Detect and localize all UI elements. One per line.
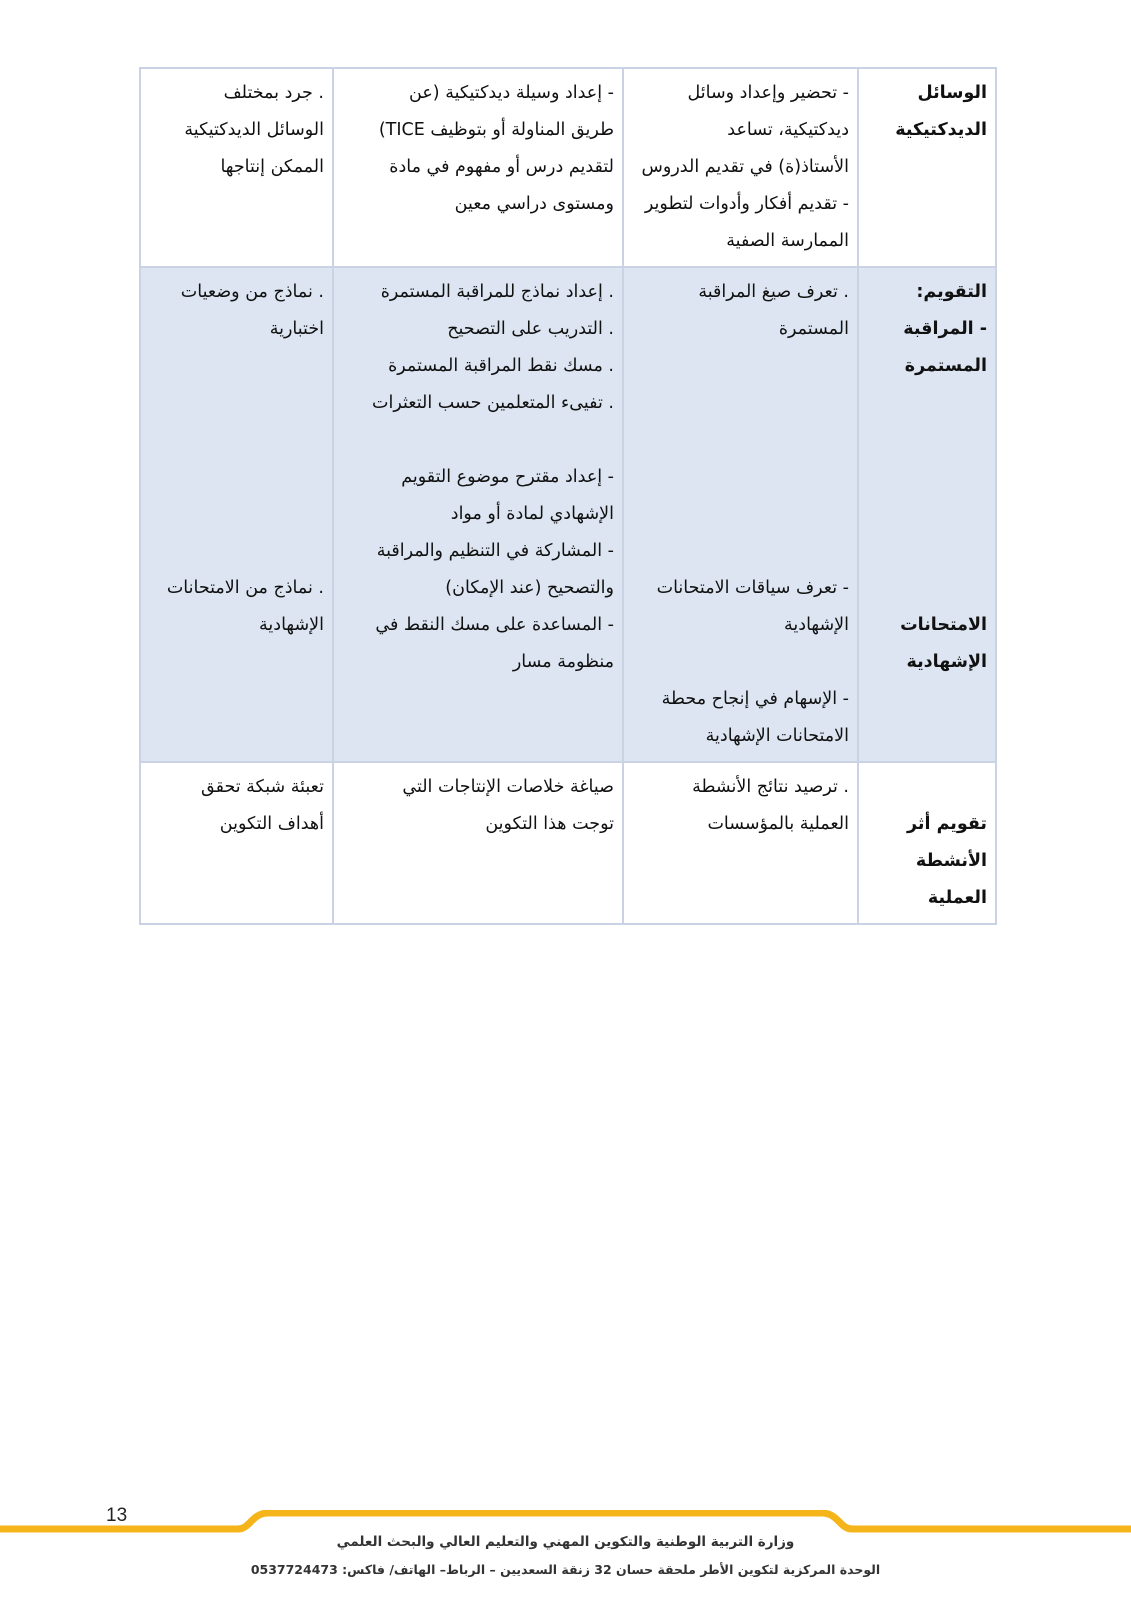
cell-line: أهداف التكوين bbox=[219, 814, 324, 834]
cell-line: . ترصيد نتائج الأنشطة bbox=[692, 777, 849, 797]
cell-line: الوسائل الديدكتيكية bbox=[184, 120, 324, 140]
cell-line: طريق المناولة أو بتوظيف TICE) bbox=[378, 120, 614, 140]
cell-line: الإشهادية bbox=[259, 615, 324, 635]
cell-line: لتقديم درس أو مفهوم في مادة bbox=[389, 157, 614, 177]
cell-line: اختبارية bbox=[269, 319, 324, 339]
cell-line: الإشهادية bbox=[906, 652, 987, 672]
cell-line: الديدكتيكية bbox=[895, 120, 987, 140]
cell-line bbox=[632, 644, 849, 681]
cell-outputs bbox=[140, 267, 333, 762]
row-header-didactic-tools bbox=[858, 68, 996, 267]
cell-line: تقويم أثر bbox=[907, 814, 987, 834]
table-row bbox=[140, 68, 996, 267]
cell-line: الأنشطة bbox=[915, 851, 987, 871]
cell-line: - تحضير وإعداد وسائل bbox=[687, 83, 849, 103]
cell-line: تعبئة شبكة تحقق bbox=[201, 777, 324, 797]
cell-activities bbox=[333, 762, 623, 924]
cell-line: . نماذج من وضعيات bbox=[180, 282, 324, 302]
cell-line: الامتحانات الإشهادية bbox=[705, 726, 849, 746]
cell-line: - المشاركة في التنظيم والمراقبة bbox=[376, 541, 614, 561]
cell-line: الامتحانات bbox=[900, 615, 987, 635]
cell-outputs bbox=[140, 762, 333, 924]
cell-line: . تفيىء المتعلمين حسب التعثرات bbox=[372, 393, 614, 413]
cell-competencies bbox=[623, 68, 858, 267]
cell-line: الوسائل bbox=[917, 83, 987, 103]
row-header-impact-evaluation bbox=[858, 762, 996, 924]
cell-line: - تقديم أفكار وأدوات لتطوير bbox=[644, 194, 849, 214]
cell-line: - إعداد وسيلة ديدكتيكية (عن bbox=[409, 83, 614, 103]
cell-line: - المساعدة على مسك النقط في bbox=[375, 615, 614, 635]
cell-line: . مسك نقط المراقبة المستمرة bbox=[388, 356, 614, 376]
cell-line: الممكن إنتاجها bbox=[220, 157, 324, 177]
cell-line: . التدريب على التصحيح bbox=[447, 319, 614, 339]
curriculum-table bbox=[139, 67, 997, 925]
cell-competencies bbox=[623, 762, 858, 924]
cell-line: . جرد بمختلف bbox=[223, 83, 324, 103]
cell-activities bbox=[333, 267, 623, 762]
footer-decoration bbox=[0, 1510, 1131, 1600]
cell-line: العملية بالمؤسسات bbox=[707, 814, 849, 834]
cell-line: - الإسهام في إنجاح محطة bbox=[661, 689, 849, 709]
cell-line: المستمرة bbox=[904, 356, 987, 376]
cell-line: . تعرف صيغ المراقبة bbox=[698, 282, 849, 302]
page-number: 13 bbox=[106, 1505, 128, 1526]
cell-line: ومستوى دراسي معين bbox=[454, 194, 614, 214]
cell-line: الممارسة الصفية bbox=[726, 231, 849, 251]
footer-ministry: وزارة التربية الوطنية والتكوين المهني والتعليم العالي والبحث العلمي bbox=[336, 1534, 795, 1550]
cell-line: العملية bbox=[927, 888, 987, 908]
table-row bbox=[140, 267, 996, 762]
cell-line: المستمرة bbox=[778, 319, 849, 339]
footer-orange-line bbox=[0, 1513, 1131, 1529]
table-row bbox=[140, 762, 996, 924]
cell-competencies bbox=[623, 267, 858, 762]
cell-line: والتصحيح (عند الإمكان) bbox=[445, 578, 614, 598]
cell-activities bbox=[333, 68, 623, 267]
cell-line: توجت هذا التكوين bbox=[485, 814, 614, 834]
cell-line: الإشهادي لمادة أو مواد bbox=[450, 504, 614, 524]
cell-line: الأستاذ(ة) في تقديم الدروس bbox=[641, 157, 849, 177]
cell-line: ديدكتيكية، تساعد bbox=[727, 120, 849, 140]
cell-line: - إعداد مقترح موضوع التقويم bbox=[401, 467, 614, 487]
cell-line: . نماذج من الامتحانات bbox=[166, 578, 324, 598]
cell-line: الإشهادية bbox=[784, 615, 849, 635]
footer-address: الوحدة المركزية لتكوين الأطر ملحقة حسان 32 زنقة السعديين – الرباط– الهاتف/ فاكس: 0537724473 bbox=[250, 1562, 881, 1577]
cell-line: . إعداد نماذج للمراقبة المستمرة bbox=[380, 282, 614, 302]
cell-line: - تعرف سياقات الامتحانات bbox=[656, 578, 849, 598]
cell-line: التقويم: bbox=[916, 282, 987, 302]
cell-line: منظومة مسار bbox=[512, 652, 614, 672]
cell-outputs bbox=[140, 68, 333, 267]
row-header-evaluation bbox=[858, 267, 996, 762]
cell-line: - المراقبة bbox=[903, 319, 987, 339]
cell-line: صياغة خلاصات الإنتاجات التي bbox=[402, 777, 614, 797]
